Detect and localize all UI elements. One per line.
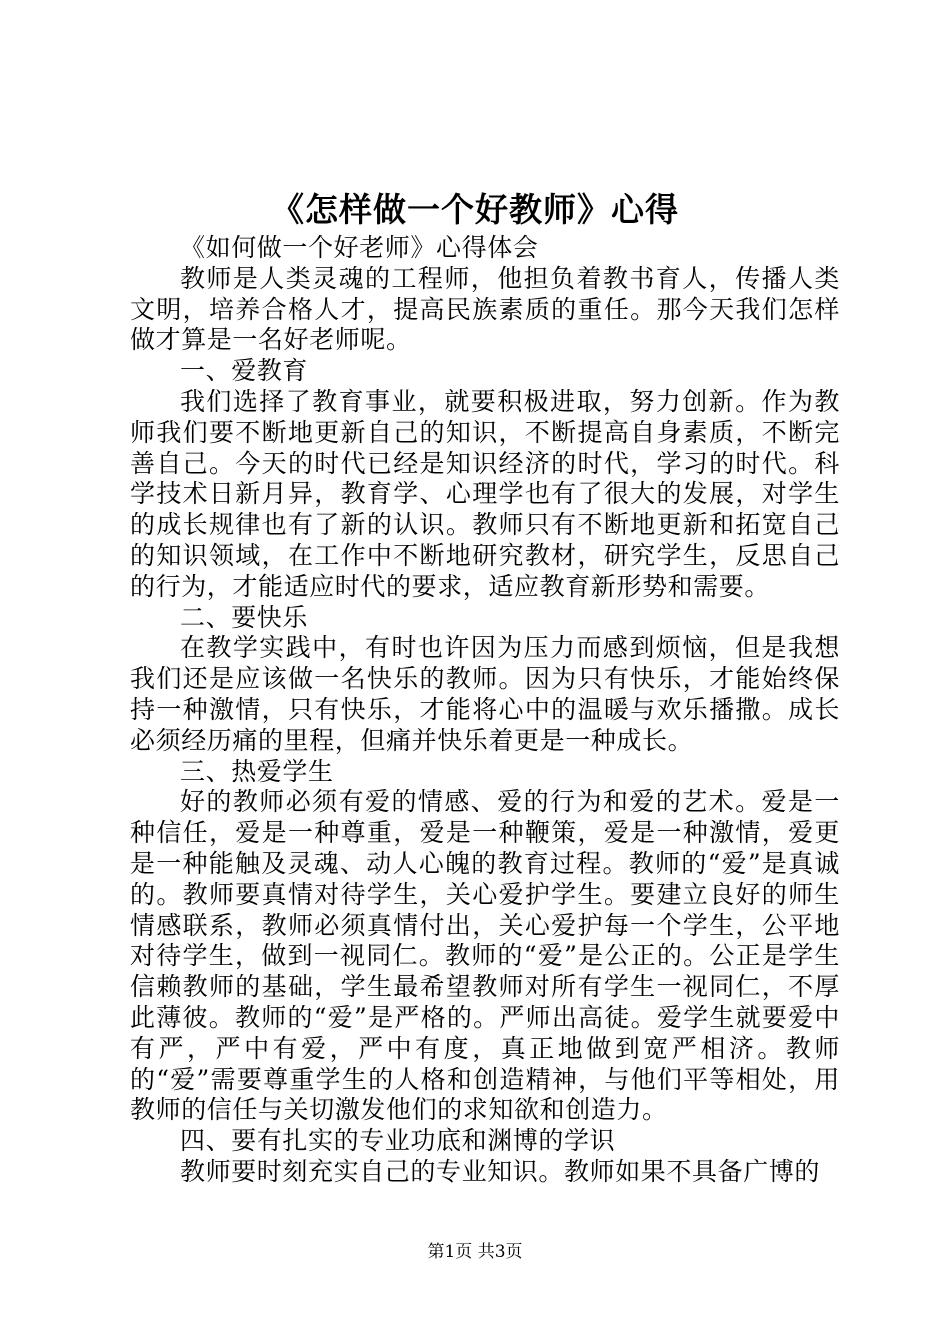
paragraph-section-3: 好的教师必须有爱的情感、爱的行为和爱的艺术。爱是一种信任，爱是一种尊重，爱是一种鞭策，爱是一种激情，爱更是一种能触及灵魂、动人心魄的教育过程。教师的“爱”是真诚的。教师要真情对待学生，关心爱护学生。要建立良好的师生情感联系，教师必须真情付出，关心爱护每一个学生，公平地对待学生，做到一视同仁。教师的“爱”是公正的。公正是学生信赖教师的基础，学生最希望教师对所有学生一视同仁，不厚此薄彼。教师的“爱”是严格的。严师出高徒。爱学生就要爱中有严，严中有爱，严中有度，真正地做到宽严相济。教师的“爱”需要尊重学生的人格和创造精神，与他们平等相处，用教师的信任与关切激发他们的求知欲和创造力。	[130, 787, 840, 1125]
paragraph-section-1: 我们选择了教育事业，就要积极进取，努力创新。作为教师我们要不断地更新自己的知识，不断提高自身素质，不断完善自己。今天的时代已经是知识经济的时代，学习的时代。科学技术日新月异，教育学、心理学也有了很大的发展，对学生的成长规律也有了新的认识。教师只有不断地更新和拓宽自己的知识领域，在工作中不断地研究教材，研究学生，反思自己的行为，才能适应时代的要求，适应教育新形势和需要。	[130, 386, 840, 601]
paragraph-section-2: 在教学实践中，有时也许因为压力而感到烦恼，但是我想我们还是应该做一名快乐的教师。因为只有快乐，才能始终保持一种激情，只有快乐，才能将心中的温暖与欢乐播撒。成长必须经历痛的里程，但痛并快乐着更是一种成长。	[130, 633, 840, 755]
section-heading-1: 一、爱教育	[180, 356, 309, 386]
section-heading-3: 三、热爱学生	[180, 756, 334, 786]
paragraph-subtitle: 《如何做一个好老师》心得体会	[180, 233, 539, 262]
page-footer: 第1页 共3页	[427, 1242, 523, 1262]
section-heading-2: 二、要快乐	[180, 602, 309, 632]
section-heading-4: 四、要有扎实的专业功底和渊博的学识	[180, 1126, 616, 1156]
paragraph-intro: 教师是人类灵魂的工程师，他担负着教书育人，传播人类文明，培养合格人才，提高民族素质的重任。那今天我们怎样做才算是一名好老师呢。	[130, 263, 840, 355]
paragraph-section-4: 教师要时刻充实自己的专业知识。教师如果不具备广博的	[180, 1156, 821, 1186]
document-title: 《怎样做一个好教师》心得	[271, 190, 679, 229]
document-body	[130, 233, 840, 1188]
